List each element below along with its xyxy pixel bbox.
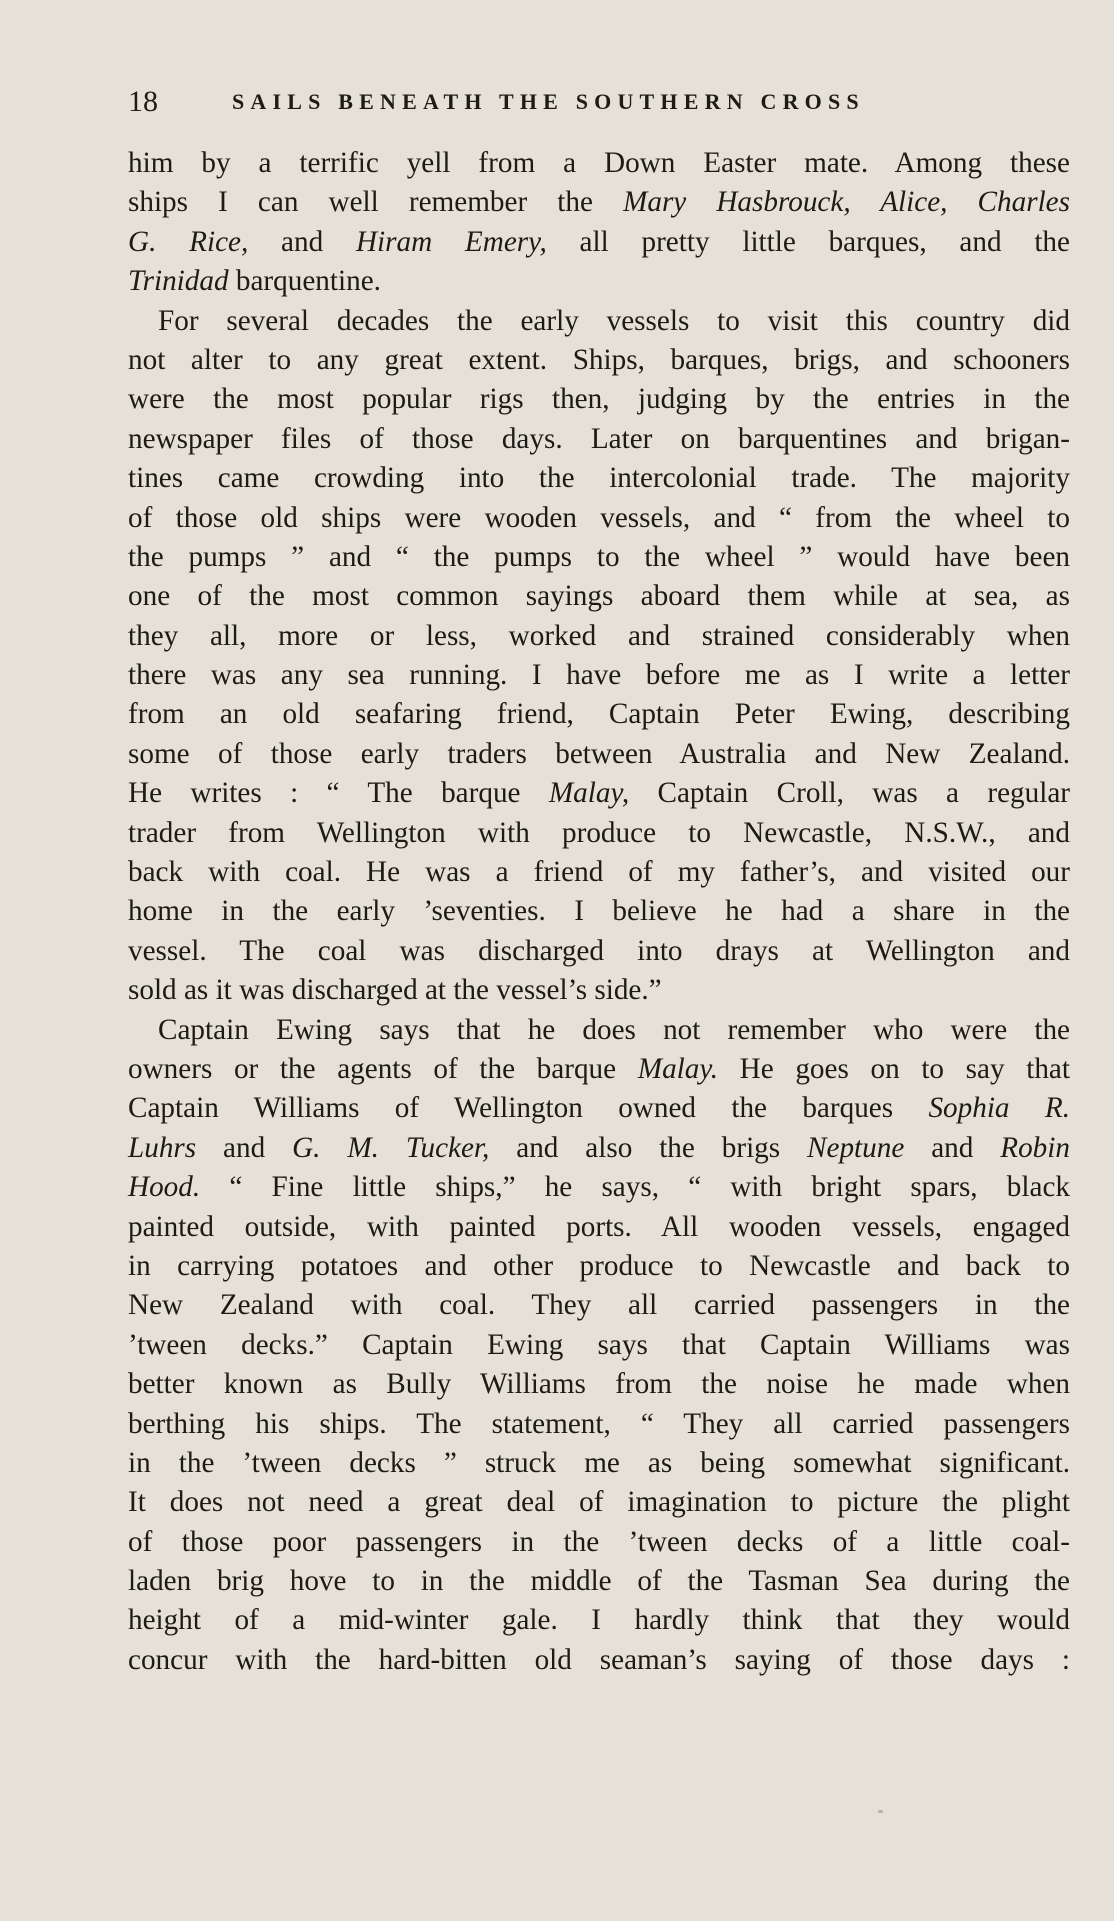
text-line xyxy=(128,1365,1070,1404)
text-segment: in the ’tween decks ” struck me as being somewhat significant. xyxy=(128,1446,1070,1479)
italic-ship-name: Trinidad xyxy=(128,265,229,298)
text-line xyxy=(128,1523,1070,1562)
text-segment: back with coal. He was a friend of my father’s, and visited our xyxy=(128,856,1070,889)
text-segment: not alter to any great extent. Ships, barques, brigs, and schooners xyxy=(128,343,1070,376)
text-line xyxy=(128,774,1070,813)
text-line xyxy=(128,1089,1070,1128)
text-line xyxy=(128,1286,1070,1325)
text-segment: of those old ships were wooden vessels, and “ from the wheel to xyxy=(128,501,1070,534)
text-segment: laden brig hove to in the middle of the Tasman Sea during the xyxy=(128,1565,1070,1598)
text-line xyxy=(128,617,1070,656)
text-line xyxy=(128,1326,1070,1365)
text-line xyxy=(128,1168,1070,1207)
text-segment: and also the brigs xyxy=(489,1131,808,1164)
italic-ship-name: Mary Hasbrouck, Alice, Charles xyxy=(623,186,1070,219)
text-line xyxy=(128,223,1070,262)
italic-ship-name: Hiram Emery, xyxy=(355,225,547,258)
text-segment: “ Fine little ships,” he says, “ with bright spars, black xyxy=(200,1171,1070,1204)
text-segment: in carrying potatoes and other produce to Newcastle and back to xyxy=(128,1249,1070,1282)
text-segment: ships I can well remember the xyxy=(128,186,624,219)
text-segment: from an old seafaring friend, Captain Peter Ewing, describing xyxy=(128,698,1070,731)
text-line xyxy=(128,932,1070,971)
text-line xyxy=(128,695,1070,734)
text-line xyxy=(128,1444,1070,1483)
italic-ship-name: Malay, xyxy=(548,777,630,810)
page-number: 18 xyxy=(128,85,158,118)
text-segment: and xyxy=(248,225,356,258)
text-segment: home in the early ’seventies. I believe he had a share in the xyxy=(128,895,1070,928)
text-segment: all pretty little barques, and the xyxy=(546,225,1070,258)
text-line xyxy=(128,144,1070,183)
text-segment: For several decades the early vessels to visit this country did xyxy=(158,304,1070,337)
text-line xyxy=(128,1208,1070,1247)
text-segment: there was any sea running. I have before me as I write a letter xyxy=(128,659,1070,692)
text-line xyxy=(128,420,1070,459)
text-segment: him by a terrific yell from a Down Easter mate. Among these xyxy=(128,147,1070,179)
text-segment: He goes on to say that xyxy=(718,1052,1070,1085)
text-segment: berthing his ships. The statement, “ They all carried passengers xyxy=(128,1407,1070,1440)
text-line xyxy=(128,1129,1070,1168)
text-segment: It does not need a great deal of imagination to picture the plight xyxy=(128,1486,1070,1519)
text-segment: Captain Williams of Wellington owned the barques xyxy=(128,1092,929,1125)
text-line xyxy=(128,302,1070,341)
text-segment: of those poor passengers in the ’tween decks of a little coal- xyxy=(128,1525,1070,1558)
text-line xyxy=(128,892,1070,931)
text-segment: and xyxy=(904,1131,1001,1164)
text-segment: Captain Croll, was a regular xyxy=(629,777,1071,810)
text-segment: sold as it was discharged at the vessel’s side.” xyxy=(128,974,662,1007)
paper-speck xyxy=(878,1810,883,1813)
text-segment: owners or the agents of the barque xyxy=(128,1052,638,1085)
text-line xyxy=(128,1641,1070,1680)
text-segment: better known as Bully Williams from the noise he made when xyxy=(128,1368,1070,1401)
italic-ship-name: Hood. xyxy=(128,1171,201,1204)
text-segment: they all, more or less, worked and strained considerably when xyxy=(128,619,1070,652)
text-segment: were the most popular rigs then, judging by the entries in the xyxy=(128,383,1070,416)
italic-ship-name: Luhrs xyxy=(128,1131,197,1164)
text-segment: New Zealand with coal. They all carried passengers in the xyxy=(128,1289,1070,1322)
text-segment: one of the most common sayings aboard them while at sea, as xyxy=(128,580,1070,613)
text-line xyxy=(128,538,1070,577)
body-text xyxy=(128,144,1070,1680)
text-segment: barquentine. xyxy=(228,265,381,298)
text-line xyxy=(128,183,1070,222)
italic-ship-name: Sophia R. xyxy=(928,1092,1070,1125)
text-line xyxy=(128,341,1070,380)
text-line xyxy=(128,499,1070,538)
text-segment: ’tween decks.” Captain Ewing says that Captain Williams was xyxy=(128,1328,1070,1361)
text-line xyxy=(128,380,1070,419)
italic-ship-name: Robin xyxy=(1000,1131,1070,1164)
text-segment: trader from Wellington with produce to Newcastle, N.S.W., and xyxy=(128,816,1070,849)
text-line xyxy=(128,577,1070,616)
text-segment: and xyxy=(196,1131,293,1164)
text-segment: He writes : “ The barque xyxy=(128,777,549,810)
text-line xyxy=(128,1562,1070,1601)
text-line xyxy=(128,735,1070,774)
text-segment: height of a mid-winter gale. I hardly think that they would xyxy=(128,1604,1070,1637)
text-segment: some of those early traders between Australia and New Zealand. xyxy=(128,737,1070,770)
text-segment: newspaper files of those days. Later on barquentines and brigan- xyxy=(128,422,1070,455)
italic-ship-name: G. M. Tucker, xyxy=(292,1131,490,1164)
text-line xyxy=(128,1405,1070,1444)
text-line xyxy=(128,814,1070,853)
text-line xyxy=(128,459,1070,498)
text-segment: Captain Ewing says that he does not remember who were the xyxy=(158,1013,1070,1046)
text-line xyxy=(128,1601,1070,1640)
text-segment: vessel. The coal was discharged into drays at Wellington and xyxy=(128,934,1070,967)
text-line xyxy=(128,853,1070,892)
text-line xyxy=(128,262,1070,301)
text-line xyxy=(128,1011,1070,1050)
text-segment: painted outside, with painted ports. All wooden vessels, engaged xyxy=(128,1210,1070,1243)
italic-ship-name: Neptune xyxy=(807,1131,905,1164)
text-segment: concur with the hard-bitten old seaman’s saying of those days : xyxy=(128,1643,1070,1676)
italic-ship-name: Malay. xyxy=(637,1052,719,1085)
italic-ship-name: G. Rice, xyxy=(128,225,249,258)
text-line xyxy=(128,1483,1070,1522)
text-segment: tines came crowding into the intercolonial trade. The majority xyxy=(128,462,1070,495)
running-head-title: SAILS BENEATH THE SOUTHERN CROSS xyxy=(232,89,865,114)
text-line xyxy=(128,656,1070,695)
text-segment: the pumps ” and “ the pumps to the wheel ” would have been xyxy=(128,540,1070,573)
text-line xyxy=(128,1247,1070,1286)
text-line xyxy=(128,971,1070,1010)
text-line xyxy=(128,1050,1070,1089)
running-head xyxy=(128,82,1028,122)
